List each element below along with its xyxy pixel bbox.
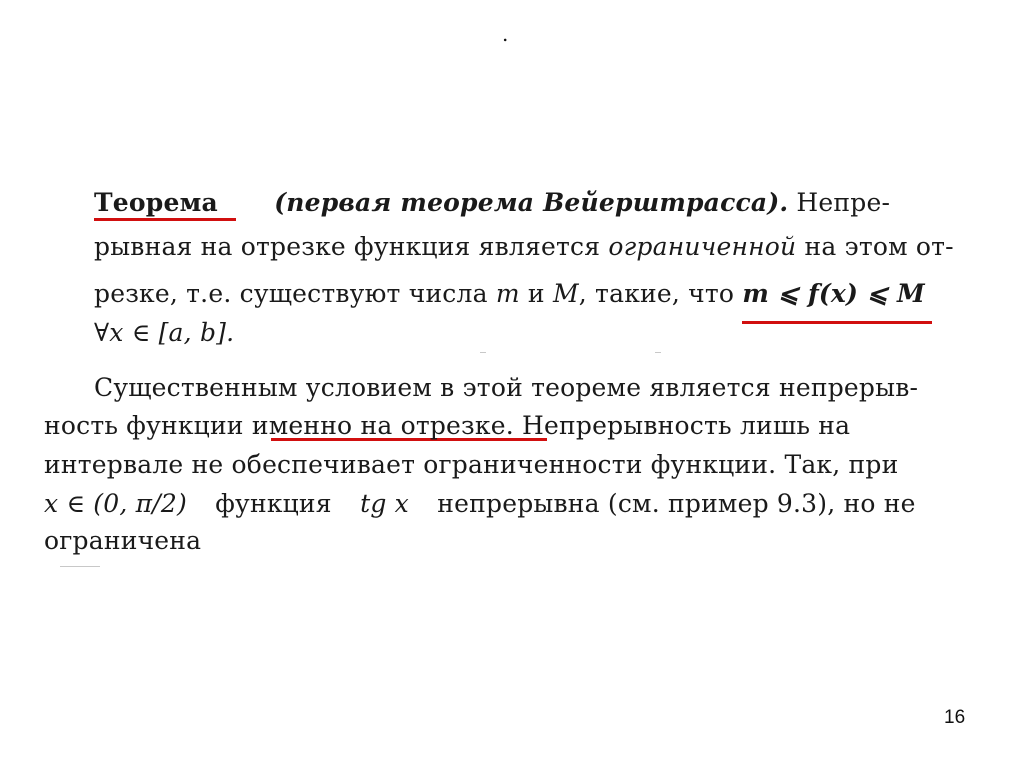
remark-line-5: ограничена	[44, 526, 202, 555]
underline-inequality	[742, 321, 932, 324]
theorem-line3-text-a: резке, т.е. существуют числа	[94, 279, 488, 308]
theorem-line-2	[94, 234, 954, 259]
header-dot: .	[502, 22, 509, 46]
theorem-line2-text-a: рывная на отрезке функция является	[94, 232, 601, 261]
remark-line2-text-b: Непрерывность лишь на	[522, 411, 851, 440]
scan-artifact	[60, 566, 100, 567]
remark-line-1: Существенным условием в этой теореме является непрерыв-	[94, 373, 919, 402]
remark-line-4	[44, 491, 916, 516]
theorem-line-1	[94, 190, 890, 215]
remark-line2-text-a: ность функции	[44, 411, 244, 440]
scan-artifact	[480, 352, 486, 353]
theorem-line2-text-b: на этом от-	[804, 232, 954, 261]
scan-artifact	[655, 352, 661, 353]
theorem-forall-formula: ∀x ∈ [a, b].	[94, 318, 235, 347]
remark-line-2	[44, 413, 850, 438]
remark-interval-formula: x ∈ (0, π/2)	[44, 489, 187, 518]
theorem-line3-and: и	[527, 279, 545, 308]
remark-line4-text-b: непрерывна (см. пример 9.3), но не	[437, 489, 916, 518]
theorem-inequality-formula: m ⩽ f(x) ⩽ M	[742, 279, 925, 308]
math-tg-x: tg x	[360, 489, 409, 518]
math-m: m	[495, 279, 520, 308]
theorem-line-3	[94, 281, 925, 306]
theorem-line3-text-b: , такие, что	[578, 279, 735, 308]
math-M: M	[552, 279, 579, 308]
remark-line-3: интервале не обеспечивает ограниченности функции. Так, при	[44, 450, 899, 479]
theorem-line1-rest: Непре-	[796, 188, 891, 217]
theorem-line-4	[94, 320, 234, 345]
theorem-name: (первая теорема Вейерштрасса).	[274, 188, 789, 217]
remark-emphasis-on-segment: именно на отрезке.	[251, 411, 514, 440]
theorem-emphasis-bounded: ограниченной	[608, 232, 797, 261]
remark-line4-text-a: функция	[215, 489, 332, 518]
theorem-label: Теорема	[94, 188, 218, 217]
underline-theorem-label	[94, 218, 236, 221]
page-number: 16	[944, 707, 966, 728]
